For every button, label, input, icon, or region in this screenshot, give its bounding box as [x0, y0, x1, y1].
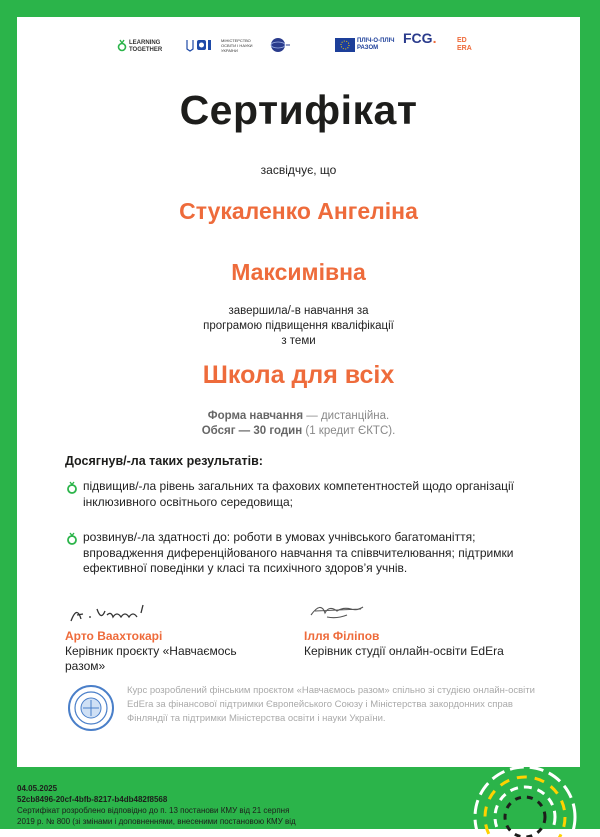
certificate-paper — [17, 17, 580, 829]
volume-label: Обсяг — 30 годин — [201, 425, 303, 437]
completion-line-1: завершила/-в навчання за — [228, 305, 369, 317]
partner-logos — [17, 30, 580, 61]
signer-1-name: Арто Ваахтокарі — [65, 629, 163, 643]
signature-2-image — [307, 597, 367, 625]
ministry-emblem-icon — [185, 38, 219, 52]
signer-1 — [65, 629, 275, 674]
course-title: Школа для всіх — [202, 361, 395, 389]
completion-line-3: з теми — [281, 335, 316, 347]
certificate-title: Сертифікат — [179, 87, 418, 133]
bullet-icon — [65, 481, 79, 495]
recipient-name-line2: Максимівна — [231, 259, 366, 285]
certificate-id: 52cb8496-20cf-4bfb-8217-b4db482f8568 — [17, 795, 168, 804]
globe-icon — [270, 37, 290, 53]
results-heading: Досягнув/-ла таких результатів: — [65, 454, 263, 468]
signer-2-name: Ілля Філіпов — [304, 629, 380, 643]
study-form-value: — дистанційна. — [303, 410, 390, 422]
certifies-text: засвідчує, що — [260, 163, 337, 177]
result-item — [65, 530, 545, 577]
result-item — [65, 479, 545, 510]
eu-flag-icon — [335, 38, 355, 52]
edera-text: ED ERA — [457, 37, 472, 52]
edera-logo — [457, 37, 472, 53]
legal-note-line-2: 2019 р. № 800 (зі змінами і доповненнями, внесеними постановою КМУ від — [17, 817, 296, 826]
course-footnote: Курс розроблений фінським проєктом «Навчаємось разом» спільно зі студією онлайн-освіти EdEra за фінансової підтримки Європейського Союзу і Міністерства закордонних справ Фінляндії та підтримки Міністерства освіти і науки України. — [127, 685, 535, 724]
legal-note-line-1: Сертифікат розроблено відповідно до п. 13 постанови КМУ від 21 серпня — [17, 806, 290, 815]
completion-line-2: програмою підвищення кваліфікації — [203, 320, 394, 332]
signature-1-image — [67, 599, 177, 627]
course-meta — [17, 409, 580, 439]
decorative-circles-icon — [470, 757, 580, 837]
bullet-icon — [65, 532, 79, 546]
signer-1-role: Керівник проєкту «Навчаємось разом» — [65, 644, 237, 673]
issue-date: 04.05.2025 — [17, 784, 58, 793]
fcg-text: FCG — [403, 30, 433, 46]
signer-2 — [304, 629, 564, 659]
study-form-label: Форма навчання — [207, 410, 304, 422]
fcg-logo: FCG. — [403, 30, 437, 46]
issue-info — [17, 783, 296, 827]
certificate-bottom-band — [0, 767, 600, 829]
learning-together-text: LEARNING TOGETHER — [129, 40, 163, 53]
recipient-name-line1: Стукаленко Ангеліна — [179, 198, 418, 224]
globe-logo — [270, 37, 290, 56]
volume-value: (1 кредит ЄКТС). — [302, 425, 396, 437]
eu-text: ПЛІЧ-О-ПЛІЧ РАЗОМ — [357, 38, 395, 51]
ministry-text: МІНІСТЕРСТВО ОСВІТИ І НАУКИ УКРАЇНИ — [221, 38, 253, 53]
result-text: підвищив/-ла рівень загальних та фахових компетентностей щодо організації інклюзивного освітнього середовища; — [83, 479, 514, 509]
completion-text — [17, 304, 580, 349]
result-text: розвинув/-ла здатності до: роботи в умовах учнівського багатоманіття; впровадження диференційованого навчання та співвчителювання; підтримки ефективної поведінки у класі та психічного здоров’я учнів. — [83, 530, 514, 575]
signer-2-role: Керівник студії онлайн-освіти EdEra — [304, 644, 504, 658]
learning-together-icon — [117, 39, 127, 53]
official-seal-icon — [67, 684, 115, 732]
